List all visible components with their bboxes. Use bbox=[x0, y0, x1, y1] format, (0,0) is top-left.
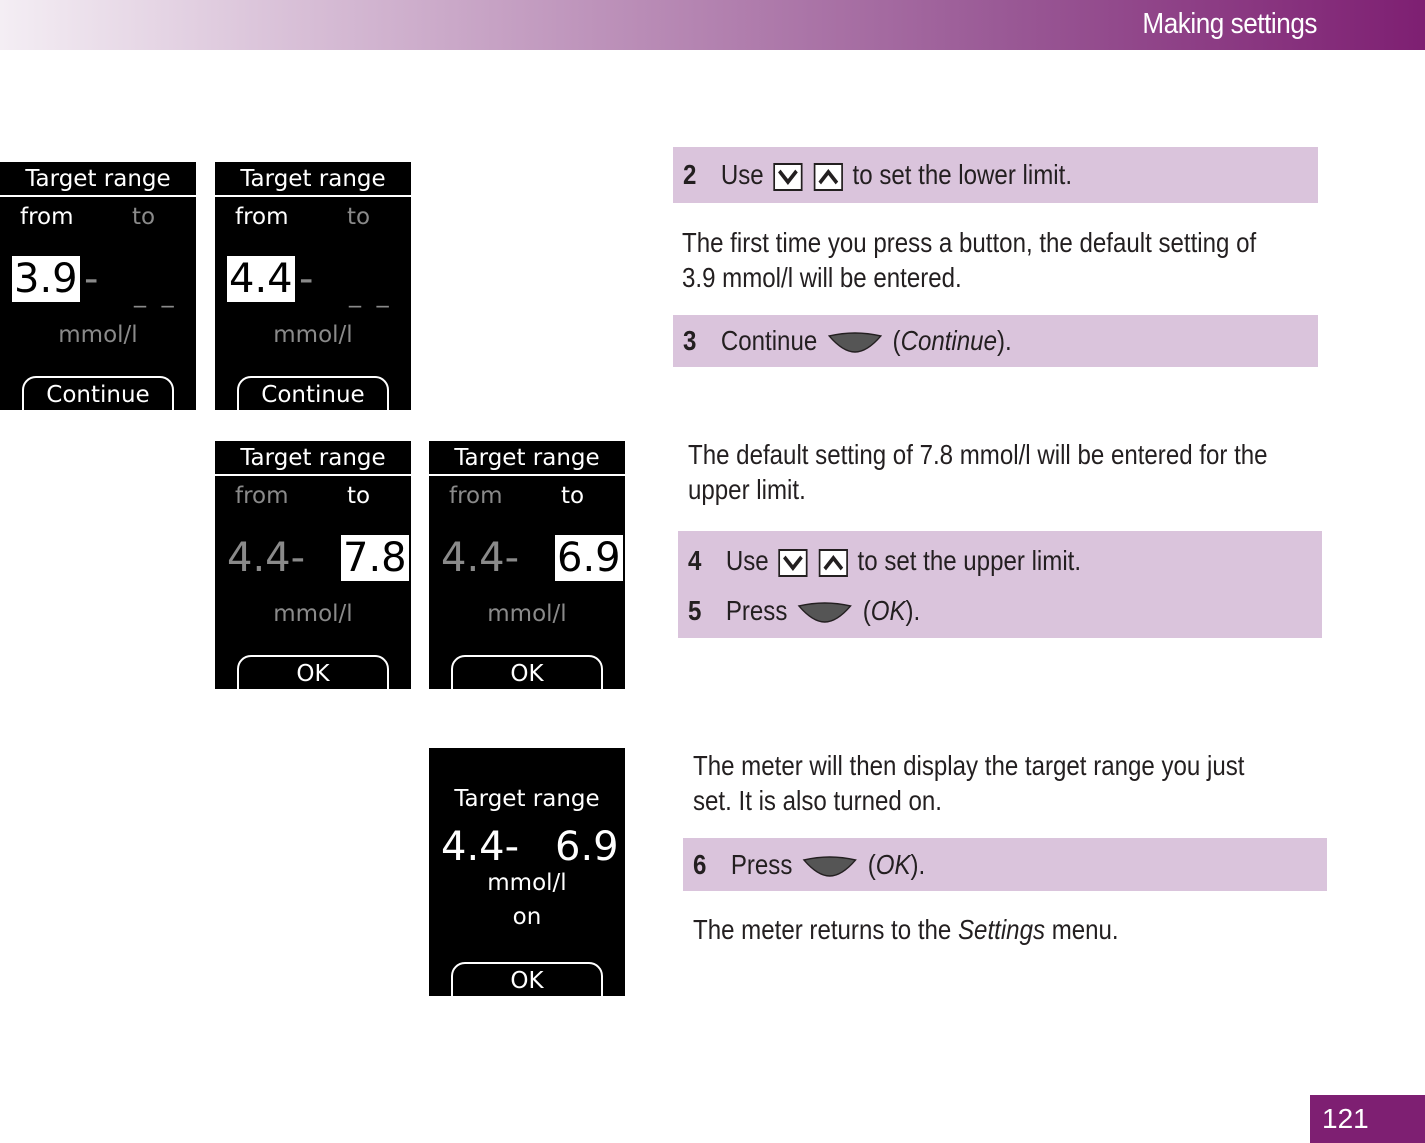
range-dash: - bbox=[299, 256, 314, 302]
unit-label: mmol/l bbox=[273, 322, 353, 348]
unit-label: mmol/l bbox=[273, 601, 353, 627]
step-number: 5 bbox=[688, 595, 702, 626]
paragraph-line: 3.9 mmol/l will be entered. bbox=[682, 262, 962, 293]
meter-screen-lower-default bbox=[0, 162, 196, 410]
range-dash: - bbox=[84, 256, 99, 302]
screen-title: Target range bbox=[0, 162, 196, 197]
to-label: to bbox=[347, 483, 371, 509]
step-3-line bbox=[683, 321, 1065, 361]
upper-limit-value: 6.9 bbox=[555, 824, 619, 870]
ok-soft-button: OK bbox=[451, 655, 603, 689]
paren-open: ( bbox=[892, 325, 901, 356]
step-text: Continue bbox=[720, 325, 818, 356]
step-2-box bbox=[673, 147, 1318, 203]
upper-limit-value: 7.8 bbox=[343, 535, 407, 581]
unit-label: mmol/l bbox=[487, 601, 567, 627]
paragraph-text-after: menu. bbox=[1051, 914, 1119, 945]
step-3-box bbox=[673, 315, 1318, 367]
page-number: 121 bbox=[1310, 1095, 1425, 1143]
paragraph-first-press bbox=[682, 225, 1350, 295]
paren-close: ). bbox=[905, 595, 921, 626]
paragraph-line: upper limit. bbox=[688, 474, 806, 505]
step-6-line bbox=[693, 845, 963, 885]
paragraph-upper-default bbox=[688, 437, 1362, 507]
meter-screen-range-summary bbox=[429, 748, 625, 996]
ok-soft-button: OK bbox=[237, 655, 389, 689]
paragraph-line: set. It is also turned on. bbox=[693, 785, 942, 816]
unit-label: mmol/l bbox=[487, 870, 567, 896]
meter-screen-lower-adjusted bbox=[215, 162, 411, 410]
upper-limit-placeholder: _ _ bbox=[349, 280, 393, 308]
lower-limit-value: 4.4- bbox=[441, 535, 520, 581]
paragraph-line: The first time you press a button, the default setting of bbox=[682, 227, 1257, 258]
step-number: 3 bbox=[683, 325, 697, 356]
page-header-title: Making settings bbox=[1142, 8, 1317, 40]
paragraph-line: The meter will then display the target range you just bbox=[693, 750, 1245, 781]
step-5-line bbox=[688, 591, 958, 631]
step-text: Use bbox=[720, 159, 764, 190]
up-arrow-key-icon bbox=[814, 163, 843, 191]
step-4-5-box bbox=[678, 531, 1322, 638]
upper-limit-value: 6.9 bbox=[557, 535, 621, 581]
paren-close: ). bbox=[910, 849, 926, 880]
step-italic-label: Continue bbox=[900, 325, 997, 356]
meter-screen-upper-default bbox=[215, 441, 411, 689]
lower-limit-value: 3.9 bbox=[14, 256, 78, 302]
step-text-after: to set the lower limit. bbox=[852, 159, 1073, 190]
down-arrow-key-icon bbox=[778, 549, 807, 577]
to-label: to bbox=[132, 204, 156, 230]
step-number: 6 bbox=[693, 849, 707, 880]
meter-screen-upper-adjusted bbox=[429, 441, 625, 689]
continue-soft-button: Continue bbox=[22, 376, 174, 410]
down-arrow-key-icon bbox=[773, 163, 802, 191]
screen-title: Target range bbox=[454, 786, 600, 812]
ok-soft-button: OK bbox=[451, 962, 603, 996]
paragraph-display-range bbox=[693, 748, 1334, 818]
step-6-box bbox=[683, 838, 1327, 891]
step-number: 4 bbox=[688, 545, 702, 576]
screen-title: Target range bbox=[215, 441, 411, 476]
unit-label: mmol/l bbox=[58, 322, 138, 348]
up-arrow-key-icon bbox=[819, 549, 848, 577]
paren-open: ( bbox=[862, 595, 871, 626]
lower-limit-value: 4.4- bbox=[227, 535, 306, 581]
paragraph-returns-menu bbox=[693, 912, 1188, 947]
step-text-after: to set the upper limit. bbox=[857, 545, 1082, 576]
step-text: Use bbox=[725, 545, 769, 576]
upper-limit-placeholder: _ _ bbox=[134, 280, 178, 308]
settings-menu-name: Settings bbox=[958, 914, 1046, 945]
softkey-icon bbox=[798, 602, 853, 624]
step-2-line bbox=[683, 155, 1135, 195]
from-label: from bbox=[235, 204, 289, 230]
screen-title: Target range bbox=[429, 441, 625, 476]
step-number: 2 bbox=[683, 159, 697, 190]
paren-open: ( bbox=[867, 849, 876, 880]
step-text: Press bbox=[725, 595, 788, 626]
lower-limit-value: 4.4- bbox=[441, 824, 520, 870]
paren-close: ). bbox=[996, 325, 1012, 356]
from-label: from bbox=[20, 204, 74, 230]
to-label: to bbox=[561, 483, 585, 509]
paragraph-text: The meter returns to the bbox=[693, 914, 952, 945]
from-label: from bbox=[235, 483, 289, 509]
screen-title: Target range bbox=[215, 162, 411, 197]
continue-soft-button: Continue bbox=[237, 376, 389, 410]
from-label: from bbox=[449, 483, 503, 509]
to-label: to bbox=[347, 204, 371, 230]
step-italic-label: OK bbox=[875, 849, 911, 880]
paragraph-line: The default setting of 7.8 mmol/l will be entered for the bbox=[688, 439, 1268, 470]
softkey-icon bbox=[803, 856, 858, 878]
softkey-icon bbox=[827, 332, 882, 354]
status-on-label: on bbox=[512, 904, 542, 930]
step-text: Press bbox=[730, 849, 793, 880]
step-4-line bbox=[688, 541, 1145, 581]
lower-limit-value: 4.4 bbox=[229, 256, 293, 302]
step-italic-label: OK bbox=[870, 595, 906, 626]
